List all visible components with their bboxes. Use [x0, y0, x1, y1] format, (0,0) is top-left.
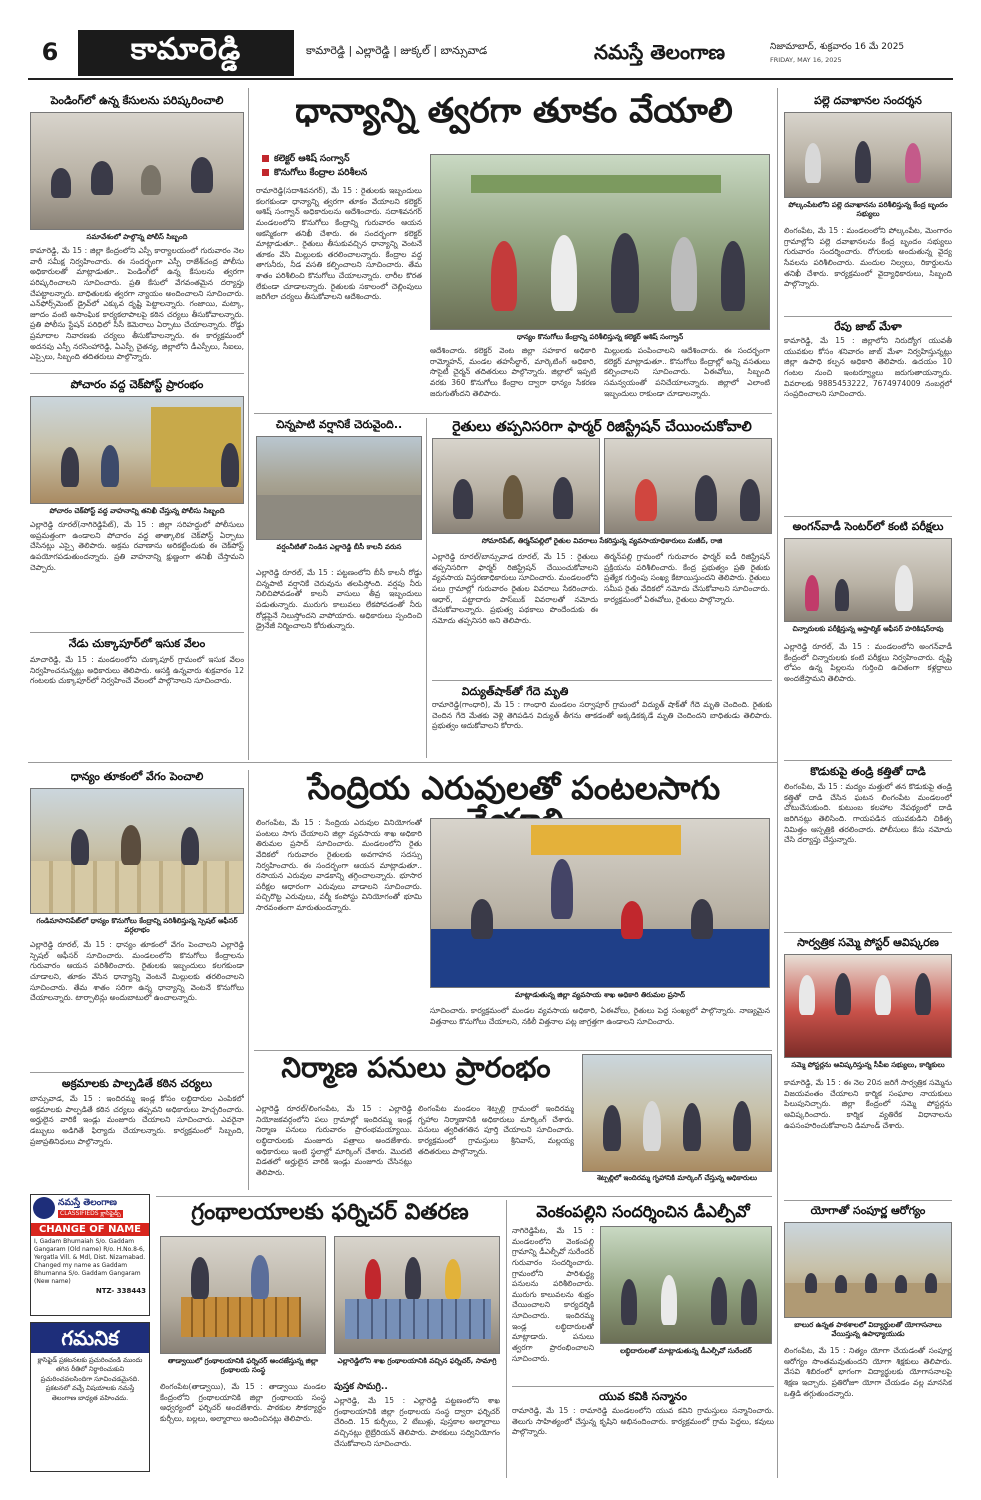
news-photo — [784, 1222, 952, 1318]
divider — [30, 1072, 244, 1073]
news-photo — [604, 438, 772, 534]
divider — [512, 1386, 774, 1387]
headline: చిన్నపాటి వర్షానికే చెరువైంది.. — [275, 418, 403, 431]
news-photo — [582, 1054, 772, 1172]
news-photo — [784, 112, 952, 198]
article-body: కామారెడ్డి, మే 15 : ఈ నెల 20న జరిగే సార్వత్రిక సమ్మెను విజయవంతం చేయాలని కార్మిక సంఘాల నాయకులు పిలుపునిచ్చారు. జిల్లా కేంద్రంలో సమ్మె పోస్టర్లను ఆవిష్కరించారు. కార్మిక వ్యతిరేక విధానాలను ఉపసంహరించుకోవాలని డిమాండ్ చేశారు. — [784, 1078, 952, 1130]
headline: అంగన్‌వాడీ సెంటర్‌లో కంటి పరీక్షలు — [792, 520, 944, 533]
news-photo — [30, 788, 244, 914]
article-body: నాగిరెడ్డిపేట, మే 15 : మండలంలోని వెంకంపల్లి గ్రామాన్ని డీఎల్పీవో సురేందర్ గురువారం సందర్శించారు. గ్రామంలోని పారిశుద్ధ్య పనులను పరిశీలించారు. మురుగు కాలువలను శుభ్రం చేయించాలని కార్యదర్శికి సూచించారు. ఇందిరమ్మ ఇండ్ల లబ్ధిదారులతో మాట్లాడారు. పనులు త్వరగా ప్రారంభించాలని సూచించారు. — [512, 1226, 594, 1363]
divider — [784, 932, 952, 933]
article-body: ఎల్లారెడ్డి రూరల్/లింగంపేట, మే 15 : ఎల్లారెడ్డి నియోజకవర్గంలోని పలు గ్రామాల్లో ఇందిరమ్మ ఇండ్ల నిర్మాణ పనులు గురువారం ప్రారంభమయ్యాయి. లబ్ధిదారులకు మంజూరు పత్రాలు అందజేశారు. అధికారులు ఇంటి స్థలాల్లో మార్కింగ్ చేశారు. మొదటి విడతలో అర్హులైన వారికి ఇండ్లు మంజూరు చేసినట్లు తెలిపారు. — [256, 1104, 412, 1177]
headline: యోగాతో సంపూర్ణ ఆరోగ్యం — [810, 1204, 926, 1217]
divider — [156, 1196, 772, 1197]
divider — [248, 88, 249, 760]
news-photo — [160, 1236, 326, 1354]
news-photo — [334, 1236, 500, 1354]
news-photo — [784, 954, 952, 1058]
article-body: కామారెడ్డి, మే 15 : జిల్లాలోని నిరుద్యోగ యువతీ యువకుల కోసం శనివారం జాబ్ మేళా నిర్వహిస్తున్నట్లు జిల్లా ఉపాధి కల్పన అధికారి తెలిపారు. ఉదయం 10 గంటల నుంచి ఇంటర్వ్యూలు జరుగుతాయన్నారు. వివరాలకు 9885453222, 7674974009 నంబర్లలో సంప్రదించాలని సూచించారు. — [784, 336, 952, 399]
divider — [248, 770, 249, 1190]
notice-ad — [30, 1322, 150, 1472]
section-title: కామారెడ్డి — [78, 30, 294, 76]
photo-caption: సమ్మె పోస్టర్లను ఆవిష్కరిస్తున్న సీపీఐ సభ్యులు, కార్మికులు — [791, 1061, 945, 1069]
headline-large: గ్రంథాలయాలకు ఫర్నిచర్ వితరణ — [191, 1200, 469, 1225]
photo-caption: ఎల్లారెడ్డిలోని శాఖ గ్రంథాలయానికి వచ్చిన ఫర్నిచర్, సామాగ్రి — [337, 1357, 497, 1365]
lead-bullet: కలెక్టర్ ఆశిష్ సంగ్వాన్ — [262, 154, 350, 166]
page-number: 6 — [41, 38, 59, 66]
photo-caption: వర్షంనీటితో నిండిన ఎల్లారెడ్డి బీసీ కాలనీ వరుస — [276, 543, 402, 551]
headline: పల్లె దవాఖానల సందర్శన — [814, 94, 922, 107]
notice-title: గమనిక — [31, 1323, 149, 1353]
headline: రేపు జాబ్ మేళా — [834, 320, 902, 333]
article-body: లింగంపేట(తాడ్వాయి), మే 15 : తాడ్వాయి మండల కేంద్రంలోని గ్రంథాలయానికి జిల్లా గ్రంథాలయ సంస్థ ఆధ్వర్యంలో ఫర్నిచర్ అందజేశారు. పాఠకుల సౌకర్యార్థం కుర్చీలు, బల్లలు, అల్మారాలు అందించినట్లు తెలిపారు. — [160, 1382, 326, 1423]
section-towns: కామారెడ్డి | ఎల్లారెడ్డి | జుక్కల్ | బాన్సువాడ — [306, 44, 488, 57]
divider — [784, 760, 952, 761]
article-body: బాన్సువాడ, మే 15 : ఇందిరమ్మ ఇండ్ల కోసం లబ్ధిదారుల ఎంపికలో అక్రమాలకు పాల్పడితే కఠిన చర్యలు తప్పవని అధికారులు హెచ్చరించారు. అర్హులైన వారికే ఇండ్లు మంజూరు చేయాలని సూచించారు. ఎవరైనా డబ్బులు అడిగితే ఫిర్యాదు చేయాలన్నారు. కార్యక్రమంలో సిబ్బంది, ప్రజాప్రతినిధులు పాల్గొన్నారు. — [30, 1094, 244, 1146]
headline: అక్రమాలకు పాల్పడితే కఠిన చర్యలు — [61, 1077, 213, 1090]
article-body: లింగంపేట మండలం శెట్పల్లి గ్రామంలో ఇందిరమ్మ గృహాల నిర్మాణానికి అధికారులు మార్కింగ్ చేశారు. పనులు త్వరితగతిన పూర్తి చేయాలని సూచించారు. కార్యక్రమంలో గ్రామస్తులు శ్రీనివాస్, మల్లయ్య తదితరులు పాల్గొన్నారు. — [418, 1104, 574, 1156]
article-body: లింగంపేట, మే 15 : సేంద్రియ ఎరువుల వినియోగంతో పంటలు సాగు చేయాలని జిల్లా వ్యవసాయ శాఖ అధికారి తిరుమల ప్రసాద్ సూచించారు. మండలంలోని రైతు వేదికలో గురువారం రైతులకు అవగాహన సదస్సు నిర్వహించారు. ఈ సందర్భంగా ఆయన మాట్లాడుతూ.. రసాయన ఎరువుల వాడకాన్ని తగ్గించాలన్నారు. భూసార పరీక్షల ఆధారంగా ఎరువులు వాడాలని సూచించారు. పచ్చిరొట్ట ఎరువులు, వర్మీ కంపోస్టు వినియోగంతో భూమి సారవంతంగా మారుతుందన్నారు. — [256, 818, 422, 913]
ad-title: CHANGE OF NAME — [31, 1223, 149, 1236]
news-photo — [432, 438, 600, 534]
divider — [426, 418, 427, 758]
headline: నేడు చుక్కాపూర్‌లో ఇసుక వేలం — [68, 637, 206, 650]
photo-caption: తాడ్వాయిలో గ్రంథాలయానికి ఫర్నిచర్ అందజేస్తున్న జిల్లా గ్రంథాలయ సంస్థ — [167, 1357, 319, 1375]
paper-name: నమస్తే తెలంగాణ — [594, 40, 726, 64]
photo-caption: ధాన్యం కొనుగోలు కేంద్రాన్ని పరిశీలిస్తున్న కలెక్టర్ ఆశిష్ సంగ్వాన్ — [516, 333, 684, 341]
article-body: కామారెడ్డి, మే 15 : జిల్లా కేంద్రంలోని ఎస్పీ కార్యాలయంలో గురువారం నెల వారీ సమీక్ష నిర్వహించారు. ఈ సందర్భంగా ఎస్పీ రాజేశ్‌చంద్ర పోలీసు అధికారులతో మాట్లాడుతూ.. పెండింగ్‌లో ఉన్న కేసులను త్వరగా పరిష్కరించాలని సూచించారు. ప్రతి కేసులో వేగవంతమైన దర్యాప్తు చేపట్టాలన్నారు. బాధితులకు త్వరగా న్యాయం అందించాలని సూచించారు. ఎన్‌ఫోర్స్‌మెంట్ డ్రైవ్‌లో ఎక్కువ దృష్టి పెట్టాలన్నారు. గంజాయి, మట్కా, జూదం వంటి అసాంఘిక కార్యకలాపాలపై కఠిన చర్యలు తీసుకోవాలన్నారు. ప్రతి పోలీసు స్టేషన్ పరిధిలో సీసీ కెమెరాలు ఏర్పాటు చేయాలన్నారు. రోడ్డు ప్రమాదాల నివారణకు చర్యలు తీసుకోవాలన్నారు. ఈ కార్యక్రమంలో అదనపు ఎస్పీ నరసింహారెడ్డి, ఏఎస్పీ చైతన్య, జిల్లాలోని డీఎస్పీలు, సీఐలు, ఎస్సైలు, సిబ్బంది తదితరులు పాల్గొన్నారు. — [30, 246, 244, 362]
news-photo — [30, 396, 244, 504]
headline: రైతులు తప్పనిసరిగా ఫార్మర్ రిజిస్ట్రేషన్ చేయించుకోవాలి — [452, 419, 752, 435]
photo-caption: పోల్కంపేటలోని పల్లె దవాఖానను పరిశీలిస్తున్న కేంద్ర బృందం సభ్యులు — [788, 201, 948, 219]
headline: పెండింగ్‌లో ఉన్న కేసులను పరిష్కరించాలి — [50, 94, 224, 107]
article-body: రామారెడ్డి, మే 15 : రామారెడ్డి మండలంలోని యువ కవిని గ్రామస్తులు సన్మానించారు. తెలుగు సాహిత్యంలో చేస్తున్న కృషిని అభినందించారు. కార్యక్రమంలో గ్రామ పెద్దలు, కవులు పాల్గొన్నారు. — [512, 1406, 774, 1437]
news-photo — [600, 1226, 772, 1344]
news-photo — [430, 154, 770, 330]
article-body: లింగంపేట, మే 15 : నిత్యం యోగా చేయడంతో సంపూర్ణ ఆరోగ్యం సొంతమవుతుందని యోగా శిక్షకులు తెలిపారు. వేసవి శిబిరంలో భాగంగా విద్యార్థులకు యోగాసనాలపై శిక్షణ ఇచ్చారు. ప్రతిరోజూ యోగా చేయడం వల్ల మానసిక ఒత్తిడి తగ్గుతుందన్నారు. — [784, 1346, 952, 1398]
headline: విద్యుత్‌షాక్‌తో గేదె మృతి — [461, 685, 569, 698]
news-photo — [784, 538, 952, 622]
headline: వెంకంపల్లిని సందర్శించిన డీఎల్పీవో — [536, 1202, 750, 1221]
headline: పోచారం వద్ద చెక్‌పోస్ట్ ప్రారంభం — [70, 378, 204, 391]
headline: కొడుకుపై తండ్రి కత్తితో దాడి — [810, 765, 926, 778]
divider — [30, 373, 244, 374]
article-body: మాచారెడ్డి, మే 15 : మండలంలోని చుక్కాపూర్ గ్రామంలో ఇసుక వేలం నిర్వహించనున్నట్లు అధికారులు తెలిపారు. ఆసక్తి ఉన్నవారు శుక్రవారం 12 గంటలకు చుక్కాపూర్‌లో నిర్వహించే వేలంలో పాల్గొనాలని సూచించారు. — [30, 655, 244, 686]
lead-bullet: కొనుగోలు కేంద్రాల పరిశీలన — [262, 168, 367, 180]
article-body: ఎల్లారెడ్డి రూరల్, మే 15 : ధాన్యం తూకంలో వేగం పెంచాలని ఎల్లారెడ్డి స్పెషల్ ఆఫీసర్ సూచించారు. మండలంలోని కొనుగోలు కేంద్రాలను గురువారం ఆయన పరిశీలించారు. రైతులకు ఇబ్బందులు కలగకుండా చూడాలని, తూకం వేసిన ధాన్యాన్ని వెంటనే మిల్లులకు తరలించాలని సూచించారు. తేమ శాతం సరిగా ఉన్న ధాన్యాన్ని వెంటనే కొనుగోలు చేయాలన్నారు. టార్పాలిన్లు అందుబాటులో ఉంచాలన్నారు. — [30, 940, 244, 1003]
article-body: ఎల్లారెడ్డి రూరల్/బాన్సువాడ రూరల్, మే 15 : రైతులు తప్పనిసరిగా ఫార్మర్ రిజిస్ట్రేషన్ చేయించుకోవాలని వ్యవసాయ విస్తరణాధికారులు సూచించారు. మండలంలోని పలు గ్రామాల్లో గురువారం రైతుల వివరాలు సేకరించారు. ఆధార్, పట్టాదారు పాస్‌బుక్ వివరాలతో నమోదు చేసుకోవాలన్నారు. ప్రభుత్వ పథకాలు పొందేందుకు ఈ నమోదు తప్పనిసరి అని తెలిపారు. — [432, 552, 598, 625]
photo-caption: గండిమాసానిపేట్‌లో ధాన్యం కొనుగోలు కేంద్రాన్ని పరిశీలిస్తున్న స్పెషల్ ఆఫీసర్ వర్గలాభం — [36, 917, 238, 935]
article-body: ఆదేశించారు. కలెక్టర్ వెంట జిల్లా సహకార అధికారి రామ్మోహన్, మండల తహసీల్దార్, మార్కెటింగ్ అధికారి, సొసైటీ చైర్మన్ తదితరులు పాల్గొన్నారు. జిల్లాలో ఇప్పటి వరకు 360 కొనుగోలు కేంద్రాల ద్వారా ధాన్యం సేకరణ జరుగుతోందని తెలిపారు. — [430, 346, 596, 398]
article-body: ఎల్లారెడ్డి రూరల్, మే 15 : మండలంలోని అంగన్‌వాడీ కేంద్రంలో చిన్నారులకు కంటి పరీక్షలు నిర్వహించారు. దృష్టి లోపం ఉన్న పిల్లలను గుర్తించి ఉచితంగా కళ్లద్దాలు అందజేస్తామని తెలిపారు. — [784, 642, 952, 683]
article-body: రామారెడ్డి(గాంధారి), మే 15 : గాంధారి మండలం సర్వాపూర్ గ్రామంలో విద్యుత్ షాక్‌తో గేదె మృతి చెందింది. రైతుకు చెందిన గేదె మేతకు వెళ్లి తెగిపడిన విద్యుత్ తీగను తాకడంతో అక్కడికక్కడే మృతి చెందిందని బాధితుడు తెలిపారు. ప్రభుత్వం ఆదుకోవాలని కోరారు. — [432, 700, 772, 731]
photo-caption: లబ్ధిదారులతో మాట్లాడుతున్న డీఎల్పీవో సురేందర్ — [620, 1347, 752, 1355]
divider — [784, 516, 952, 517]
article-body: ఎల్లారెడ్డి రూరల్, మే 15 : పట్టణంలోని బీసీ కాలనీ రోడ్డు చిన్నపాటి వర్షానికే చెరువును తలపిస్తోంది. వర్షపు నీరు నిలిచిపోవడంతో కాలనీ వాసులు తీవ్ర ఇబ్బందులు పడుతున్నారు. మురుగు కాలువలు లేకపోవడంతో నీరు రోడ్లపైనే నిలుస్తోందని వాపోయారు. అధికారులు స్పందించి డ్రైనేజీ నిర్మించాలని కోరుతున్నారు. — [256, 568, 422, 631]
headline-large: నిర్మాణ పనులు ప్రారంభం — [281, 1051, 551, 1084]
date-telugu: నిజామాబాద్, శుక్రవారం 16 మే 2025 — [770, 42, 905, 52]
divider — [28, 762, 778, 763]
news-photo — [30, 112, 244, 230]
divider — [30, 632, 244, 633]
news-photo — [256, 436, 422, 540]
date-english: FRIDAY, MAY 16, 2025 — [770, 56, 842, 64]
headline: ధాన్యం తూకంలో వేగం పెంచాలి — [70, 770, 204, 783]
ad-body: I, Gadam Bhumaiah S/o. Gaddam Gangaram (Old name) R/o. H.No.8-6, Yergatla Vill. & Mdl, Dist. Nizamabad. Changed my name as Gaddam Bhumanna S/o. Gaddam Gangaram (New name) — [34, 1238, 146, 1286]
photo-caption: బాలుర ఉన్నత పాఠశాలలో విద్యార్థులతో యోగాసనాలు వేయిస్తున్న ఉపాధ్యాయుడు — [794, 1321, 942, 1339]
sub-heading: పుస్తక సామగ్రి.. — [334, 1382, 388, 1392]
ad-code: NTZ- 338443 — [95, 1286, 146, 1295]
divider — [784, 1200, 952, 1201]
headline: సార్వత్రిక సమ్మె పోస్టర్ ఆవిష్కరణ — [797, 936, 939, 949]
logo-icon — [33, 1197, 55, 1219]
notice-body: క్లాసిఫైడ్ ప్రకటనలకు ప్రచురించండి ముందు తగిన రీతిలో నిర్ధారించుకుని ప్రచురించవలసిందిగా సూచించడమైనది. ప్రకటనలో వచ్చే విషయాలకు నమస్తే తెలంగాణ బాధ్యత వహించదు. — [37, 1356, 143, 1402]
article-body: రామారెడ్డి(సదాశివనగర్), మే 15 : రైతులకు ఇబ్బందులు కలగకుండా ధాన్యాన్ని త్వరగా తూకం వేయాలని కలెక్టర్ ఆశిష్ సంగ్వాన్ అధికారులను ఆదేశించారు. సదాశివనగర్ మండలంలోని కొనుగోలు కేంద్రాన్ని గురువారం ఆయన ఆకస్మికంగా తనిఖీ చేశారు. ఈ సందర్భంగా కలెక్టర్ మాట్లాడుతూ.. రైతులు తీసుకువచ్చిన ధాన్యాన్ని వెంటనే తూకం వేసి మిల్లులకు తరలించాలన్నారు. కేంద్రాల వద్ద తాగునీరు, నీడ వసతి కల్పించాలని సూచించారు. తేమ శాతం పరిశీలించి కొనుగోలు చేయాలన్నారు. లారీల కొరత లేకుండా చూడాలన్నారు. రైతులకు సకాలంలో చెల్లింపులు జరిగేలా చర్యలు తీసుకోవాలని ఆదేశించారు. — [256, 186, 422, 302]
ad-brand: నమస్తే తెలంగాణ — [58, 1198, 117, 1209]
article-body: సూచించారు. కార్యక్రమంలో మండల వ్యవసాయ అధికారి, ఏఈవోలు, రైతులు పెద్ద సంఖ్యలో పాల్గొన్నారు. నాణ్యమైన విత్తనాలు కొనుగోలు చేయాలని, నకిలీ విత్తనాల పట్ల జాగ్రత్తగా ఉండాలని సూచించారు. — [430, 1006, 770, 1026]
headline-large: సేంద్రియ ఎరువులతో పంటలసాగు — [307, 769, 721, 807]
article-body: లింగంపేట, మే 15 : మద్యం మత్తులో తన కొడుకుపై తండ్రి కత్తితో దాడి చేసిన ఘటన లింగంపేట మండలంలో చోటుచేసుకుంది. కుటుంబ కలహాల నేపథ్యంలో దాడి జరిగినట్లు తెలిసింది. గాయపడిన యువకుడిని చికిత్స నిమిత్తం ఆస్పత్రికి తరలించారు. పోలీసులు కేసు నమోదు చేసి దర్యాప్తు చేస్తున్నారు. — [784, 782, 952, 845]
photo-caption: చిన్నారులకు పరీక్షిస్తున్న ఆప్తాల్మిక్ ఆఫీసర్ హరికిషన్‌రావు — [792, 625, 944, 633]
photo-caption: సమావేశంలో పాల్గొన్న పోలీస్ సిబ్బంది — [86, 233, 188, 241]
article-body: మిల్లులకు పంపించాలని ఆదేశించారు. ఈ సందర్భంగా కలెక్టర్ మాట్లాడుతూ.. కొనుగోలు కేంద్రాల్లో అన్ని వసతులు కల్పించాలని సూచించారు. ఏఈవోలు, సిబ్బంది సమన్వయంతో పనిచేయాలన్నారు. జిల్లాలో ఎలాంటి ఇబ్బందులు రాకుండా చూడాలన్నారు. — [604, 346, 770, 398]
divider — [432, 680, 772, 681]
divider — [777, 88, 778, 1478]
photo-caption: శెట్పల్లిలో ఇందిరమ్మ గృహానికి మార్కింగ్ చేస్తున్న అధికారులు — [596, 1174, 758, 1182]
article-body: ఎల్లారెడ్డి రూరల్(నాగిరెడ్డిపేట్), మే 15 : జిల్లా సరిహద్దులో పోలీసులు అప్రమత్తంగా ఉండాలని పోచారం వద్ద తాత్కాలిక చెక్‌పోస్ట్ ఏర్పాటు చేసినట్లు ఎస్సై తెలిపారు. అక్రమ రవాణాను అరికట్టేందుకు ఈ చెక్‌పోస్ట్ ఉపయోగపడుతుందన్నారు. ప్రతి వాహనాన్ని క్షుణ్ణంగా తనిఖీ చేస్తామని చెప్పారు. — [30, 520, 244, 572]
photo-caption: సోమారిపేట్, తిర్మన్‌పల్లిలో రైతుల వివరాలు సేకరిస్తున్న వ్యవసాయాధికారులు మజీద్, రాజి — [481, 537, 723, 545]
photo-caption: మాట్లాడుతున్న జిల్లా వ్యవసాయ శాఖ అధికారి తిరుమల ప్రసాద్ — [515, 991, 685, 999]
headline: యువ కవికి సన్మానం — [599, 1390, 687, 1403]
divider — [784, 316, 952, 317]
article-body: ఎల్లారెడ్డి, మే 15 : ఎల్లారెడ్డి పట్టణంలోని శాఖ గ్రంథాలయానికి జిల్లా గ్రంథాలయ సంస్థ ద్వారా ఫర్నిచర్ చేరింది. 15 కుర్చీలు, 2 టేబుళ్లు, పుస్తకాల అల్మారాలు వచ్చినట్లు లైబ్రేరియన్ తెలిపారు. పాఠకులు సద్వినియోగం చేసుకోవాలని సూచించారు. — [334, 1396, 500, 1448]
divider — [254, 413, 772, 414]
lead-headline: ధాన్యాన్ని త్వరగా తూకం వేయాలి — [295, 91, 733, 131]
divider — [506, 1200, 507, 1478]
article-body: తిర్మన్‌పల్లి గ్రామంలో గురువారం ఫార్మర్ ఐడీ రిజిస్ట్రేషన్ ప్రక్రియను పరిశీలించారు. కేంద్ర ప్రభుత్వం ప్రతి రైతుకు ప్రత్యేక గుర్తింపు సంఖ్య కేటాయిస్తుందని తెలిపారు. రైతులు సమీప రైతు వేదికలో నమోదు చేసుకోవాలని సూచించారు. కార్యక్రమంలో ఏఈవోలు, రైతులు పాల్గొన్నారు. — [604, 552, 770, 604]
photo-caption: పోచారం చెక్‌పోస్ట్ వద్ద వాహనాన్ని తనిఖీ చేస్తున్న పోలీసు సిబ్బంది — [49, 507, 225, 515]
classified-ad — [30, 1194, 150, 1316]
news-photo — [430, 818, 770, 988]
ad-sub: CLASSIFIEDS క్లాసిఫైడ్స్ — [60, 1209, 121, 1217]
article-body: లింగంపేట, మే 15 : మండలంలోని పోల్కంపేట, మెంగారం గ్రామాల్లోని పల్లె దవాఖానలను కేంద్ర బృందం సభ్యులు గురువారం సందర్శించారు. రోగులకు అందుతున్న వైద్య సేవలను పరిశీలించారు. మందుల నిల్వలు, రికార్డులను తనిఖీ చేశారు. కార్యక్రమంలో వైద్యాధికారులు, సిబ్బంది పాల్గొన్నారు. — [784, 226, 952, 289]
